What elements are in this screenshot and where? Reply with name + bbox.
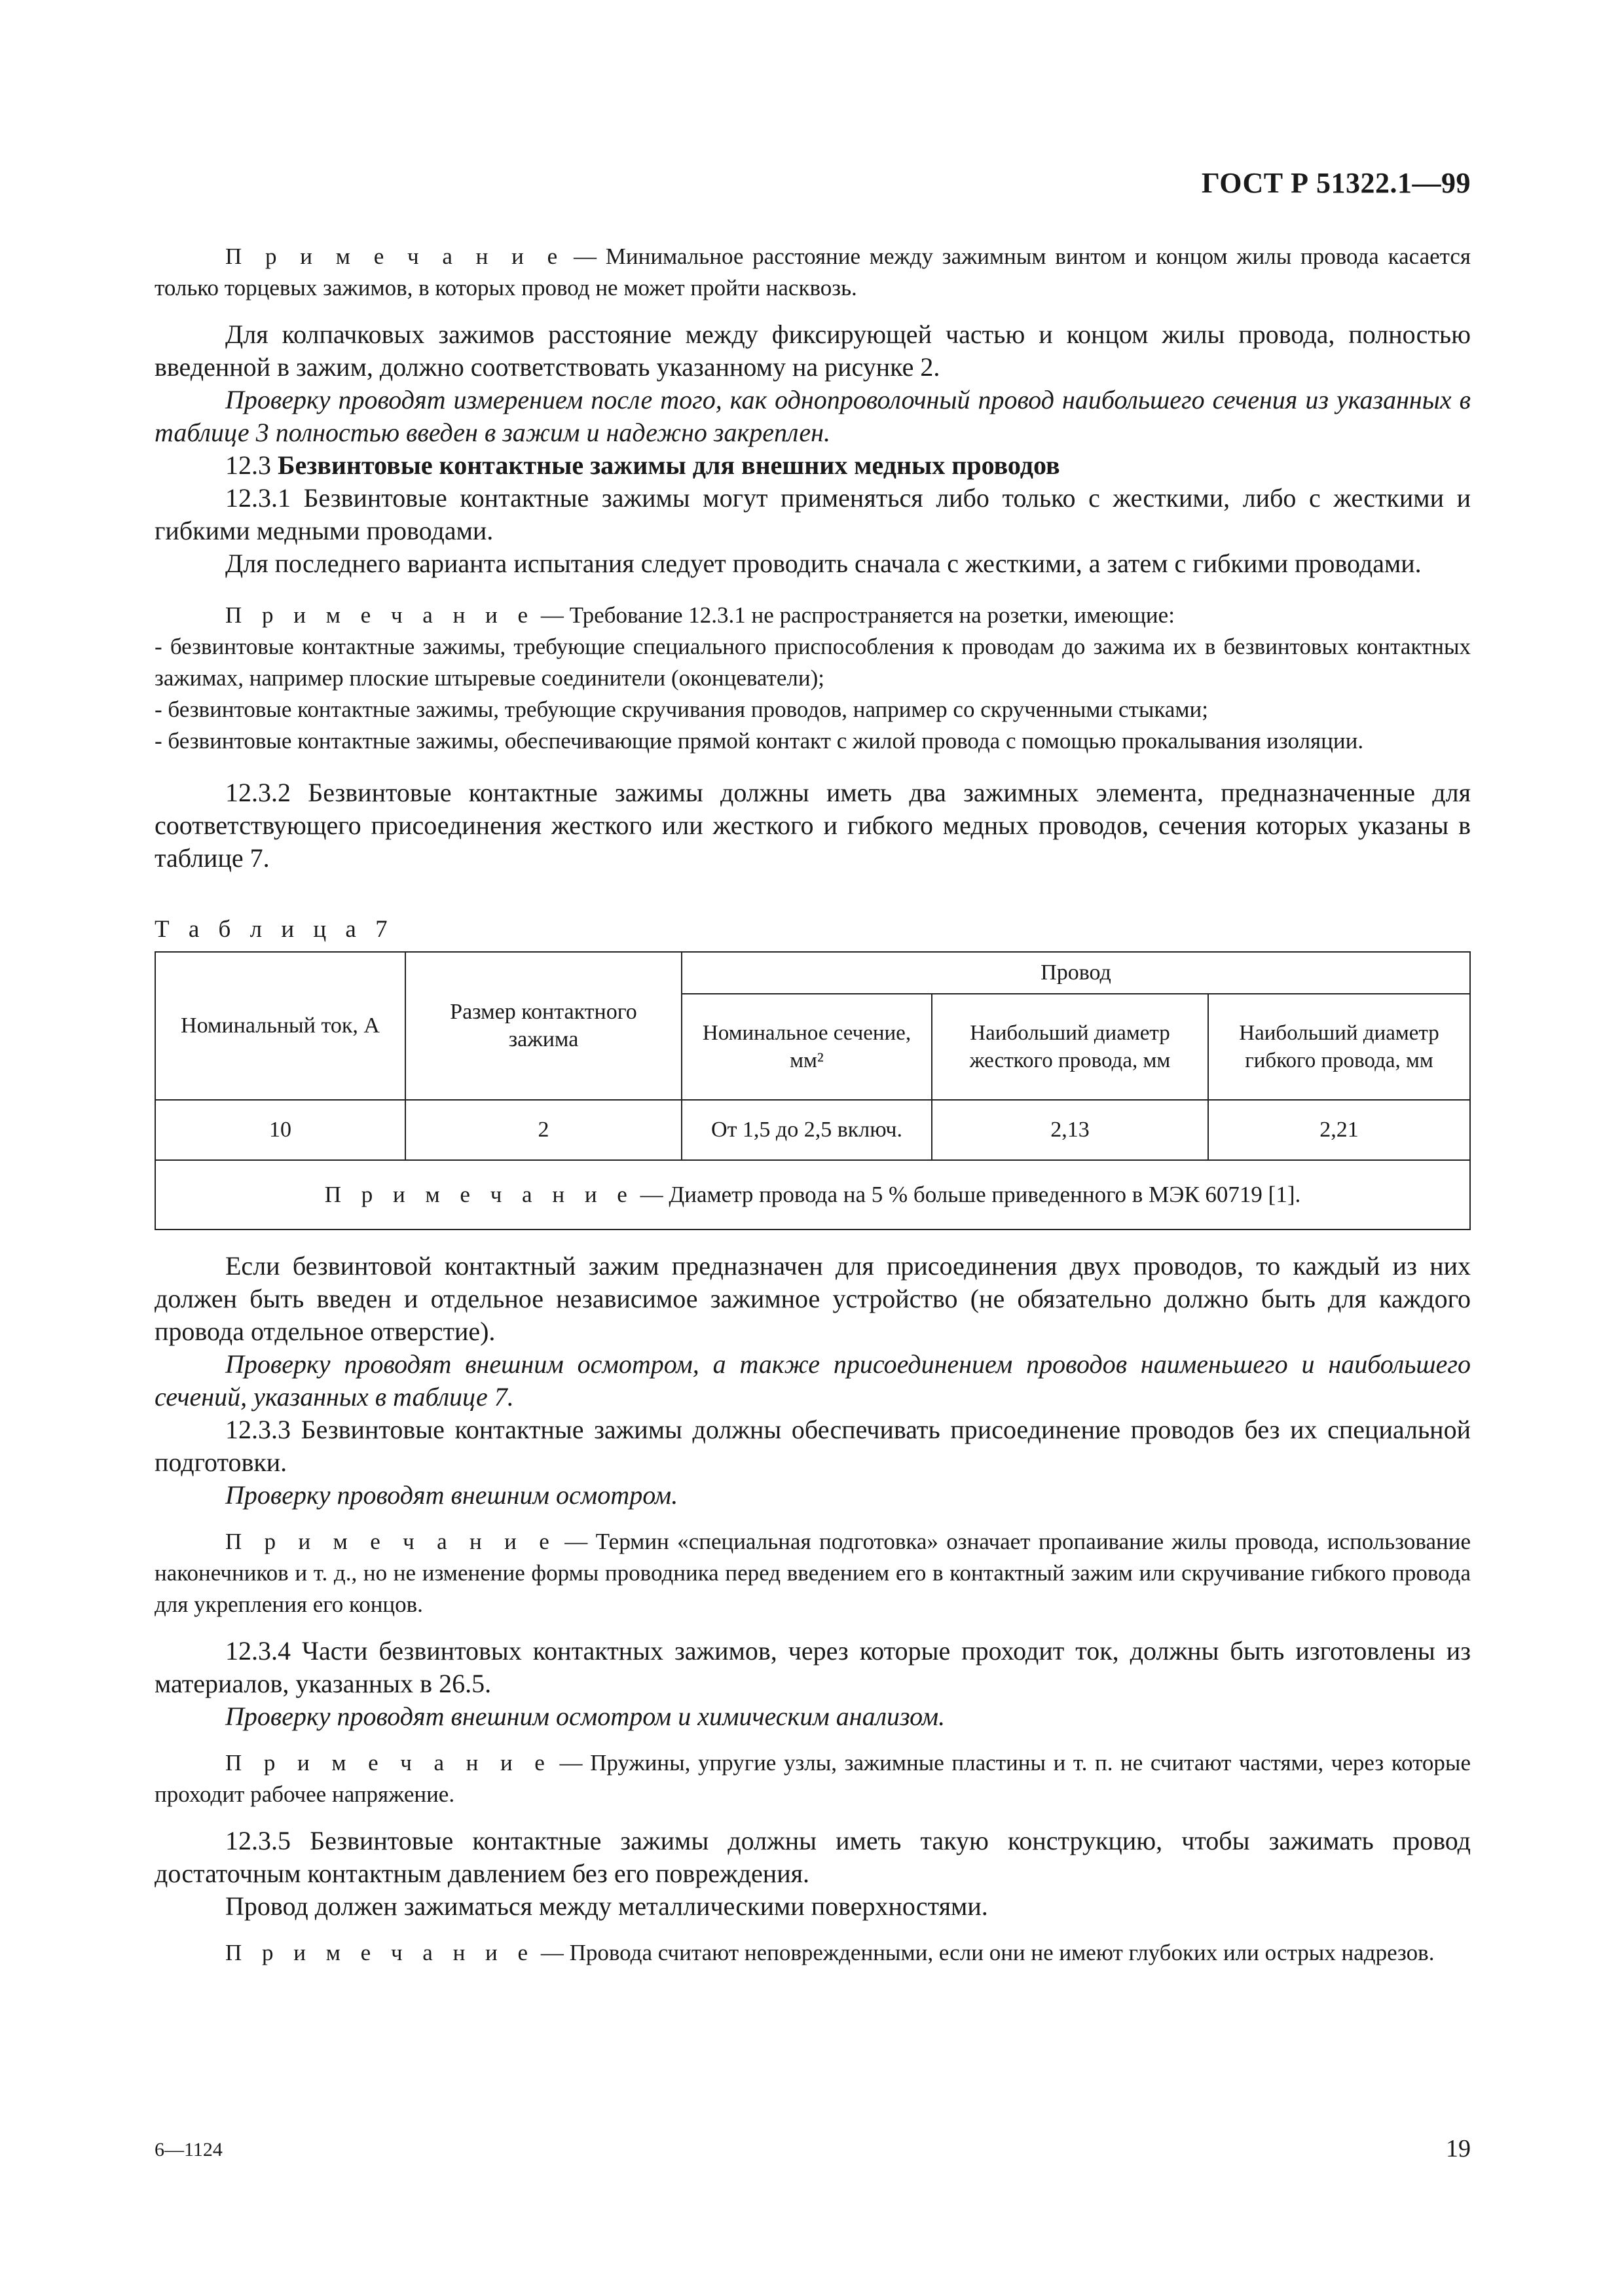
check-text: Проверку проводят измерением после того, как однопроволочный провод наибольшего сечения из указанных в таблице 3 полностью введен в зажим и надежно закреплен. [155,385,1471,447]
check-text: Проверку проводят внешним осмотром. [225,1480,678,1510]
note-5 [155,1937,1471,1969]
note-text: — Диаметр провода на 5 % больше приведенного в МЭК 60719 [1]. [634,1182,1301,1207]
header-terminal-size: Размер контактного зажима [405,952,682,1100]
section-title: Безвинтовые контактные зажимы для внешних медных проводов [278,450,1060,480]
page-number: 19 [1446,2135,1471,2162]
section-number: 12.3 [225,450,278,480]
paragraph-12-3-5-b: Провод должен зажиматься между металлическими поверхностями. [225,1891,988,1921]
note-text: — Термин «специальная подготовка» означает пропаивание жилы провода, использование наконечников и т. д., но не изменение формы проводника перед введением его в контактный зажим или скручивание гибкого провода для укрепления его концов. [155,1529,1471,1617]
paragraph-12-3-5: 12.3.5 Безвинтовые контактные зажимы должны иметь такую конструкцию, чтобы зажимать провод достаточным контактным давлением без его повреждения. [155,1826,1471,1888]
note-label: П р и м е ч а н и е [225,1750,552,1776]
section-12-3-heading [155,449,1471,482]
paragraph-two-wires: Если безвинтовой контактный зажим предназначен для присоединения двух проводов, то каждый из них должен быть введен и отдельное независимое зажимное устройство (не обязательно должно быть для каждого провода отдельное отверстие). [155,1251,1471,1346]
check-text: Проверку проводят внешним осмотром, а также присоединением проводов наименьшего и наибольшего сечений, указанных в таблице 7. [155,1349,1471,1412]
header-section: Номинальное сечение, мм² [682,994,932,1100]
note-text: — Пружины, упругие узлы, зажимные пластины и т. п. не считают частями, через которые проходит рабочее напряжение. [155,1750,1471,1807]
paragraph-12-3-4: 12.3.4 Части безвинтовых контактных зажимов, через которые проходит ток, должны быть изготовлены из материалов, указанных в 26.5. [155,1636,1471,1698]
note-1 [155,241,1471,304]
paragraph-12-3-1: 12.3.1 Безвинтовые контактные зажимы могут применяться либо только с жесткими, либо с жесткими и гибкими медными проводами. [155,483,1471,545]
paragraph-cap-terminals: Для колпачковых зажимов расстояние между фиксирующей частью и концом жилы провода, полностью введенной в зажим, должно соответствовать указанному на рисунке 2. [155,319,1471,382]
header-wire-group: Провод [682,952,1470,994]
table-title: Т а б л и ц а 7 [155,916,394,943]
note-2-item: - безвинтовые контактные зажимы, обеспечивающие прямой контакт с жилой провода с помощью прокалывания изоляции. [155,728,1364,754]
note-2 [155,600,1471,631]
document-number: ГОСТ Р 51322.1—99 [1201,167,1471,199]
table-cell: 2 [405,1100,682,1160]
paragraph-12-3-2: 12.3.2 Безвинтовые контактные зажимы должны иметь два зажимных элемента, предназначенные для соответствующего присоединения жесткого или жесткого и гибкого медных проводов, сечения которых указаны в таблице 7. [155,778,1471,873]
table-cell: 10 [155,1100,405,1160]
note-label: П р и м е ч а н и е [225,244,565,269]
note-text: — Требование 12.3.1 не распространяется на розетки, имеющие: [535,602,1175,628]
note-text: — Провода считают неповрежденными, если они не имеют глубоких или острых надрезов. [535,1940,1435,1965]
table-cell: 2,21 [1208,1100,1470,1160]
note-3 [155,1526,1471,1620]
header-nominal-current: Номинальный ток, А [155,952,405,1100]
table-cell: От 1,5 до 2,5 включ. [682,1100,932,1160]
note-2-item: - безвинтовые контактные зажимы, требующие специального приспособления к проводам до зажима их в безвинтовых контактных зажимах, например плоские штыревые соединители (оконцеватели); [155,634,1471,691]
table-7 [155,951,1471,1230]
print-code: 6—1124 [155,2139,223,2160]
paragraph-12-3-3: 12.3.3 Безвинтовые контактные зажимы должны обеспечивать присоединение проводов без их специальной подготовки. [155,1415,1471,1477]
page-body [155,164,1471,1969]
note-label: П р и м е ч а н и е [324,1182,635,1207]
paragraph-12-3-1-b: Для последнего варианта испытания следует проводить сначала с жесткими, а затем с гибкими проводами. [225,549,1422,578]
note-label: П р и м е ч а н и е [225,602,536,628]
note-text: — Минимальное расстояние между зажимным винтом и концом жилы провода касается только торцевых зажимов, в которых провод не может пройти насквозь. [155,244,1471,301]
header-rigid-diameter: Наибольший диаметр жесткого провода, мм [932,994,1208,1100]
header-flexible-diameter: Наибольший диаметр гибкого провода, мм [1208,994,1470,1100]
note-4 [155,1747,1471,1810]
check-text: Проверку проводят внешним осмотром и химическим анализом. [225,1702,946,1731]
table-note [155,1160,1470,1230]
table-cell: 2,13 [932,1100,1208,1160]
note-2-item: - безвинтовые контактные зажимы, требующие скручивания проводов, например со скрученными стыками; [155,697,1208,722]
note-label: П р и м е ч а н и е [225,1940,536,1965]
note-label: П р и м е ч а н и е [225,1529,557,1554]
